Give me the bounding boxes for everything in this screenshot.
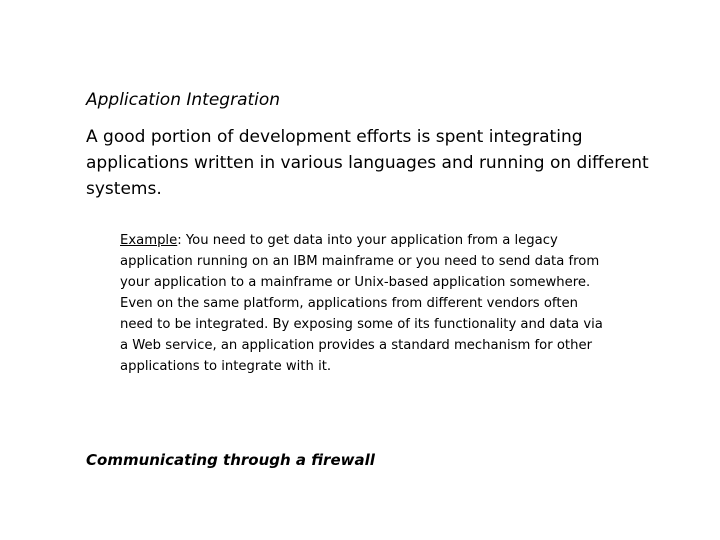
intro-paragraph: A good portion of development efforts is spent integrating applications written in various languages and running on different systems.: [86, 127, 649, 199]
example-text: You need to get data into your application from a legacy application running on an IBM mainframe or you need to send data from your application to a mainframe or Unix-based application somewhere. Even on the same platform, applications from different vendors often need to be integrated. By exposing some of its functionality and data via a Web service, an application provides a standard mechanism for other applications to integrate with it.: [120, 233, 603, 374]
next-section-heading: Communicating through a firewall: [86, 451, 375, 469]
example-label: Example: [120, 233, 178, 248]
example-separator: :: [177, 233, 186, 248]
section-heading: Application Integration: [86, 90, 281, 110]
example-paragraph: [120, 230, 610, 377]
